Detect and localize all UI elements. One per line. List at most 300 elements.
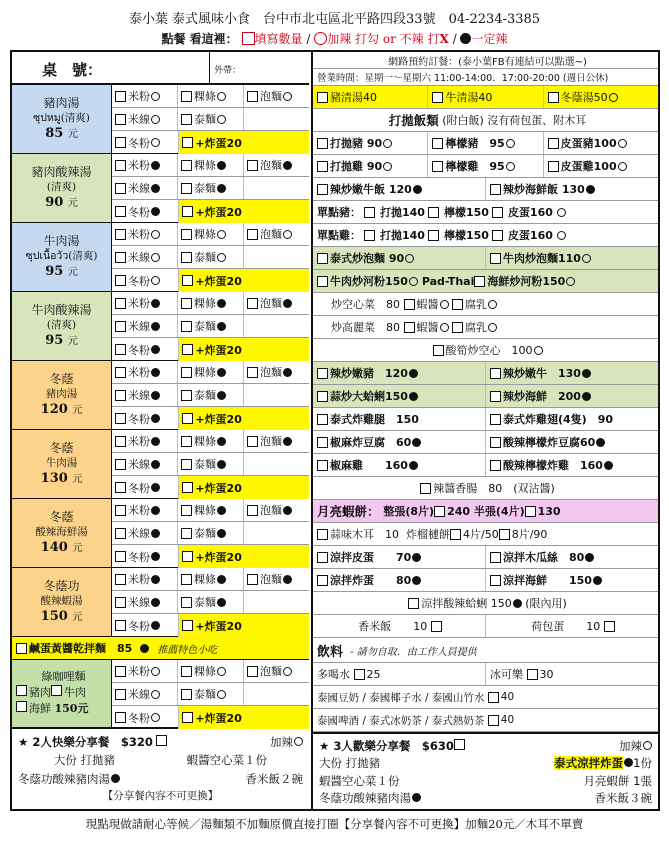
checkbox[interactable] (490, 460, 501, 471)
menu-row (313, 523, 658, 546)
menu-item[interactable] (313, 615, 486, 637)
checkbox[interactable] (432, 138, 443, 149)
opt[interactable] (178, 246, 244, 268)
menu-item[interactable] (313, 293, 658, 315)
spicy-dot-icon (582, 392, 591, 401)
checkbox[interactable] (452, 322, 463, 333)
menu-item[interactable] (313, 431, 486, 453)
opt[interactable] (112, 591, 178, 613)
checkbox[interactable] (115, 666, 126, 677)
opt[interactable] (244, 292, 309, 314)
checkbox[interactable] (247, 505, 258, 516)
spicy-circle-icon[interactable] (217, 230, 226, 239)
checkbox[interactable] (115, 436, 126, 447)
checkbox[interactable] (115, 597, 126, 608)
opt[interactable] (244, 522, 309, 544)
spicy-circle-icon[interactable] (618, 162, 627, 171)
opt[interactable] (178, 522, 244, 544)
add-fried-egg[interactable] (179, 338, 309, 361)
menu-item[interactable] (313, 178, 486, 200)
checkbox[interactable] (247, 367, 258, 378)
menu-item[interactable] (486, 663, 658, 685)
checkbox[interactable] (317, 184, 328, 195)
checkbox[interactable] (156, 735, 167, 746)
checkbox[interactable] (317, 414, 328, 425)
spicy-circle-icon[interactable] (217, 667, 226, 676)
opt[interactable] (112, 108, 178, 130)
menu-item[interactable] (313, 408, 486, 430)
opt[interactable] (112, 85, 178, 107)
checkbox[interactable] (115, 137, 126, 148)
spicy-circle-icon[interactable] (383, 162, 392, 171)
opt[interactable] (112, 200, 179, 223)
soup-unit: 元 (72, 612, 83, 624)
menu-item[interactable] (313, 86, 428, 108)
menu-item[interactable] (486, 431, 658, 453)
spicy-circle-icon[interactable] (151, 667, 160, 676)
menu-item[interactable] (486, 408, 658, 430)
opt[interactable] (112, 453, 178, 475)
add-fried-egg[interactable] (179, 706, 309, 729)
opt[interactable] (112, 361, 178, 383)
opt[interactable] (178, 85, 244, 107)
spicy-circle-icon[interactable] (217, 92, 226, 101)
menu-item[interactable] (313, 270, 658, 292)
opt[interactable] (178, 568, 244, 590)
checkbox[interactable] (115, 160, 126, 171)
checkbox[interactable] (317, 552, 328, 563)
checkbox[interactable] (115, 390, 126, 401)
checkbox[interactable] (488, 715, 499, 726)
checkbox[interactable] (247, 229, 258, 240)
checkbox[interactable] (317, 460, 328, 471)
opt[interactable] (112, 407, 179, 430)
opt[interactable] (178, 177, 244, 199)
checkbox[interactable] (16, 685, 27, 696)
add-fried-egg[interactable] (179, 614, 309, 637)
checkbox[interactable] (317, 92, 328, 103)
opt[interactable] (244, 453, 309, 475)
menu-item[interactable] (313, 523, 658, 545)
opt[interactable] (178, 108, 244, 130)
checkbox[interactable] (247, 666, 258, 677)
menu-item[interactable] (313, 201, 658, 223)
checkbox[interactable] (454, 739, 465, 750)
checkbox[interactable] (408, 598, 419, 609)
opt[interactable] (112, 614, 179, 637)
opt[interactable] (178, 499, 244, 521)
checkbox[interactable] (364, 207, 375, 218)
spicy-circle-icon[interactable] (151, 115, 160, 124)
checkbox[interactable] (548, 138, 559, 149)
opt[interactable] (244, 591, 309, 613)
opt[interactable] (244, 154, 309, 176)
spicy-circle-icon[interactable] (557, 208, 566, 217)
menu-item[interactable] (313, 224, 658, 246)
opt[interactable] (178, 660, 244, 682)
opt[interactable] (112, 522, 178, 544)
menu-item[interactable] (313, 663, 486, 685)
checkbox[interactable] (317, 529, 328, 540)
checkbox[interactable] (115, 551, 126, 562)
checkbox[interactable] (433, 345, 444, 356)
opt[interactable] (244, 223, 309, 245)
spicy-dot-icon (585, 553, 594, 562)
add-fried-egg[interactable] (179, 545, 309, 568)
checkbox[interactable] (181, 183, 192, 194)
spicy-circle-icon[interactable] (506, 162, 515, 171)
spicy-circle-icon[interactable] (151, 276, 160, 285)
opt[interactable] (244, 430, 309, 452)
checkbox[interactable] (115, 206, 126, 217)
checkbox[interactable] (317, 161, 328, 172)
menu-item[interactable] (486, 546, 658, 568)
menu-item[interactable] (313, 477, 658, 499)
menu-item[interactable] (428, 86, 543, 108)
menu-item[interactable] (486, 454, 658, 476)
opt[interactable] (244, 683, 309, 705)
checkbox[interactable] (499, 529, 510, 540)
durian-8: 8片/90 (511, 528, 548, 541)
spicy-circle-icon[interactable] (582, 254, 591, 263)
noodle-row (112, 591, 309, 614)
spicy-dot-icon (217, 598, 226, 607)
checkbox[interactable] (364, 230, 375, 241)
checkbox[interactable] (247, 298, 258, 309)
opt[interactable] (178, 430, 244, 452)
opt[interactable] (112, 269, 179, 292)
checkbox[interactable] (317, 391, 328, 402)
circle-icon (314, 32, 327, 45)
add-fried-egg[interactable] (179, 476, 309, 499)
menu-item[interactable] (313, 686, 658, 708)
add-fried-egg[interactable] (179, 407, 309, 430)
checkbox[interactable] (548, 92, 559, 103)
checkbox[interactable] (490, 253, 501, 264)
menu-item[interactable] (486, 385, 658, 407)
spicy-circle-icon[interactable] (294, 737, 303, 746)
spicy-circle-icon[interactable] (440, 323, 449, 332)
opt[interactable] (112, 177, 178, 199)
noodle-row (112, 269, 309, 292)
checkbox[interactable] (115, 367, 126, 378)
opt[interactable] (112, 154, 178, 176)
spicy-circle-icon[interactable] (283, 92, 292, 101)
checkbox[interactable] (115, 689, 126, 700)
checkbox[interactable] (490, 575, 501, 586)
checkbox[interactable] (16, 701, 27, 712)
menu-item[interactable] (486, 178, 658, 200)
menu-item[interactable] (313, 638, 658, 662)
add-fried-egg[interactable] (179, 269, 309, 292)
checkbox[interactable] (488, 692, 499, 703)
checkbox[interactable] (115, 620, 126, 631)
checkbox[interactable] (181, 689, 192, 700)
checkbox[interactable] (115, 344, 126, 355)
checkbox[interactable] (317, 437, 328, 448)
checkbox[interactable] (115, 252, 126, 263)
checkbox[interactable] (432, 161, 443, 172)
checkbox[interactable] (181, 528, 192, 539)
checkbox[interactable] (181, 666, 192, 677)
opt[interactable] (112, 706, 179, 729)
menu-item[interactable] (486, 362, 658, 384)
opt[interactable] (244, 660, 309, 682)
opt[interactable] (112, 384, 178, 406)
spicy-circle-icon[interactable] (566, 277, 575, 286)
opt[interactable] (178, 683, 244, 705)
menu-item[interactable] (313, 500, 658, 522)
spicy-circle-icon[interactable] (557, 231, 566, 240)
menu-item[interactable] (544, 86, 658, 108)
spicy-dot-icon (151, 391, 160, 400)
menu-item[interactable] (313, 69, 658, 85)
checkbox[interactable] (452, 299, 463, 310)
checkbox[interactable] (247, 91, 258, 102)
spicy-circle-icon[interactable] (283, 667, 292, 676)
checkbox[interactable] (431, 621, 442, 632)
checkbox[interactable] (247, 574, 258, 585)
opt[interactable] (178, 223, 244, 245)
checkbox[interactable] (428, 230, 439, 241)
opt[interactable] (112, 545, 179, 568)
checkbox[interactable] (182, 413, 193, 424)
checkbox[interactable] (115, 275, 126, 286)
checkbox[interactable] (548, 161, 559, 172)
add-fried-egg[interactable] (179, 131, 309, 154)
checkbox[interactable] (181, 298, 192, 309)
menu-item[interactable] (544, 155, 658, 177)
spicy-circle-icon[interactable] (283, 230, 292, 239)
opt[interactable] (112, 430, 178, 452)
checkbox[interactable] (181, 390, 192, 401)
checkbox[interactable] (404, 299, 415, 310)
opt[interactable] (112, 476, 179, 499)
menu-row (313, 178, 658, 201)
checkbox[interactable] (115, 505, 126, 516)
checkbox[interactable] (115, 528, 126, 539)
opt[interactable] (112, 568, 178, 590)
checkbox[interactable] (181, 229, 192, 240)
menu-item[interactable] (313, 316, 658, 338)
opt[interactable] (112, 315, 178, 337)
menu-item[interactable] (313, 546, 486, 568)
spicy-circle-icon[interactable] (151, 690, 160, 699)
opt[interactable] (112, 292, 178, 314)
spicy-circle-icon[interactable] (534, 346, 543, 355)
checkbox[interactable] (182, 344, 193, 355)
opt[interactable] (178, 453, 244, 475)
opt[interactable] (178, 591, 244, 613)
checkbox[interactable] (432, 92, 443, 103)
checkbox[interactable] (181, 367, 192, 378)
checkbox[interactable] (181, 574, 192, 585)
checkbox[interactable] (182, 206, 193, 217)
menu-item[interactable] (428, 132, 543, 154)
checkbox[interactable] (115, 413, 126, 424)
menu-item[interactable] (313, 247, 486, 269)
opt[interactable] (244, 108, 309, 130)
spicy-circle-icon[interactable] (151, 230, 160, 239)
opt[interactable] (244, 177, 309, 199)
checkbox[interactable] (492, 230, 503, 241)
checkbox[interactable] (115, 298, 126, 309)
checkbox[interactable] (115, 229, 126, 240)
checkbox[interactable] (490, 368, 501, 379)
checkbox[interactable] (247, 436, 258, 447)
opt[interactable] (178, 315, 244, 337)
opt[interactable] (112, 246, 178, 268)
basil-chicken: 打拋雞 90 (330, 160, 383, 173)
spicy-circle-icon[interactable] (217, 690, 226, 699)
checkbox[interactable] (354, 669, 365, 680)
spicy-circle-icon[interactable] (151, 92, 160, 101)
checkbox[interactable] (182, 712, 193, 723)
checkbox[interactable] (317, 253, 328, 264)
checkbox[interactable] (247, 160, 258, 171)
opt[interactable] (244, 246, 309, 268)
checkbox[interactable] (115, 459, 126, 470)
menu-item[interactable] (313, 339, 658, 361)
checkbox[interactable] (181, 252, 192, 263)
checkbox[interactable] (115, 482, 126, 493)
menu-item[interactable] (313, 385, 486, 407)
menu-item[interactable] (313, 709, 658, 731)
checkbox[interactable] (115, 574, 126, 585)
spicy-circle-icon[interactable] (151, 253, 160, 262)
table-number-label[interactable]: 桌 號： (42, 61, 103, 79)
add-fried-egg[interactable] (179, 200, 309, 223)
cake-title: 月亮蝦餅： (317, 504, 380, 519)
spicy-circle-icon[interactable] (506, 139, 515, 148)
s3-fried-egg: +炸蛋20 (195, 343, 242, 357)
checkbox[interactable] (51, 685, 62, 696)
checkbox[interactable] (181, 597, 192, 608)
checkbox[interactable] (182, 551, 193, 562)
checkbox[interactable] (317, 368, 328, 379)
spicy-circle-icon[interactable] (405, 254, 414, 263)
opt[interactable] (178, 292, 244, 314)
checkbox[interactable] (182, 137, 193, 148)
menu-item[interactable] (313, 132, 428, 154)
checkbox[interactable] (604, 621, 615, 632)
checkbox[interactable] (181, 114, 192, 125)
checkbox[interactable] (474, 276, 485, 287)
checkbox[interactable] (182, 275, 193, 286)
takeout-label[interactable]: 外帶： (209, 52, 309, 83)
opt[interactable] (112, 131, 179, 154)
checkbox[interactable] (115, 183, 126, 194)
opt[interactable] (178, 384, 244, 406)
checkbox[interactable] (525, 506, 536, 517)
opt[interactable] (112, 683, 178, 705)
spicy-circle-icon[interactable] (409, 277, 418, 286)
opt[interactable] (112, 660, 178, 682)
spicy-circle-icon[interactable] (383, 139, 392, 148)
menu-item[interactable] (313, 109, 658, 131)
shrimp-paste-1: 蝦醬 (416, 298, 439, 311)
menu-item[interactable] (486, 615, 658, 637)
checkbox[interactable] (404, 322, 415, 333)
spicy-dot-icon (283, 368, 292, 377)
checkbox[interactable] (492, 207, 503, 218)
spicy-circle-icon[interactable] (151, 713, 160, 722)
opt[interactable] (178, 154, 244, 176)
checkbox[interactable] (450, 529, 461, 540)
checkbox[interactable] (182, 620, 193, 631)
checkbox[interactable] (490, 437, 501, 448)
spicy-circle-icon[interactable] (151, 138, 160, 147)
menu-item[interactable] (313, 592, 658, 614)
menu-item[interactable] (313, 52, 658, 68)
menu-item[interactable] (313, 569, 486, 591)
spicy-circle-icon[interactable] (488, 300, 497, 309)
menu-item[interactable] (486, 569, 658, 591)
menu-item[interactable] (544, 132, 658, 154)
checkbox[interactable] (181, 321, 192, 332)
spicy-circle-icon[interactable] (217, 253, 226, 262)
menu-item[interactable] (313, 454, 486, 476)
checkbox[interactable] (115, 321, 126, 332)
checkbox[interactable] (181, 91, 192, 102)
opt[interactable] (112, 338, 179, 361)
spicy-circle-icon[interactable] (440, 300, 449, 309)
egg-pork: 皮蛋豬100 (560, 137, 617, 150)
spicy-circle-icon[interactable] (609, 93, 618, 102)
checkbox[interactable] (181, 505, 192, 516)
menu-item[interactable] (428, 155, 543, 177)
menu-item[interactable] (313, 155, 428, 177)
checkbox[interactable] (182, 482, 193, 493)
s5-glass-noodle: 冬粉 (128, 481, 150, 495)
checkbox[interactable] (115, 114, 126, 125)
opt[interactable] (244, 499, 309, 521)
checkbox[interactable] (317, 575, 328, 586)
checkbox[interactable] (181, 160, 192, 171)
opt[interactable] (178, 361, 244, 383)
checkbox[interactable] (115, 91, 126, 102)
menu-item[interactable] (486, 247, 658, 269)
opt[interactable] (112, 223, 178, 245)
checkbox[interactable] (527, 669, 538, 680)
checkbox[interactable] (115, 712, 126, 723)
checkbox[interactable] (490, 391, 501, 402)
checkbox[interactable] (428, 207, 439, 218)
checkbox[interactable] (434, 506, 445, 517)
s3-rice-vermicelli: 米線 (128, 320, 150, 333)
opt[interactable] (244, 315, 309, 337)
checkbox[interactable] (490, 184, 501, 195)
spicy-circle-icon[interactable] (217, 115, 226, 124)
checkbox[interactable] (317, 138, 328, 149)
opt[interactable] (244, 384, 309, 406)
spicy-circle-icon[interactable] (488, 323, 497, 332)
checkbox[interactable] (317, 276, 328, 287)
checkbox[interactable] (181, 436, 192, 447)
spicy-circle-icon[interactable] (618, 139, 627, 148)
checkbox[interactable] (181, 459, 192, 470)
menu-item[interactable] (313, 362, 486, 384)
checkbox[interactable] (16, 643, 27, 654)
checkbox[interactable] (420, 483, 431, 494)
opt[interactable] (244, 361, 309, 383)
checkbox[interactable] (490, 552, 501, 563)
opt[interactable] (112, 499, 178, 521)
opt[interactable] (244, 568, 309, 590)
opt[interactable] (244, 85, 309, 107)
spicy-circle-icon[interactable] (643, 741, 652, 750)
checkbox[interactable] (490, 414, 501, 425)
